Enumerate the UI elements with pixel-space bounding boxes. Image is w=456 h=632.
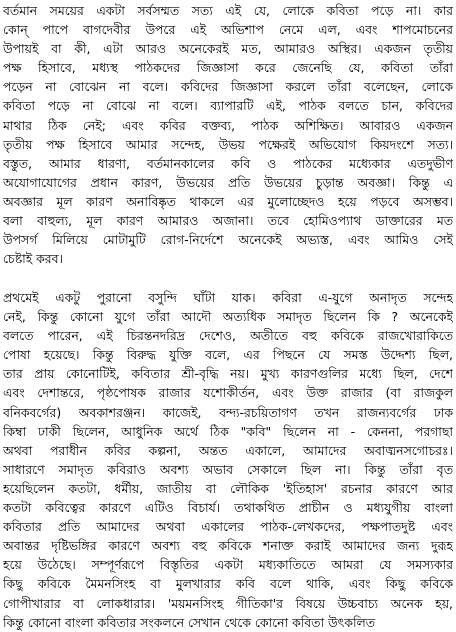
paragraph-2 <box>3 288 453 632</box>
text-line: উপসর্গ মিলিয়ে মোটামুটি রোগ-নির্দেশে অনেকেই অভ্যস্ত, এবং আমিও সেই <box>3 232 453 248</box>
text-line: অবান্তর দৃষ্টিভঙ্গির কারণে অবশ্য বহু কবিকে শনাক্ত করাই আমাদের জন্য দুরূহ <box>3 538 453 554</box>
text-line: গোপীখারার বা লোকধারার। 'ময়মনসিংহ গীতিকা'র বিষয়ে উচ্চবাচ্য অনেক হয়, <box>3 595 453 611</box>
text-line: বলা বাহুল্য, মূল কারণ আমারও অজানা। তবে হোমিওপ্যাথ ডাক্তারের মত <box>3 213 453 229</box>
text-line: কবিতা পড়ে না বোঝে না বলে। ব্যাপারটি এই, পাঠক বলতে চান, কবিদের <box>3 98 453 114</box>
text-line: নেই, কিন্তু কোনো যুগে তাঁরা আদৌ অত্যধিক সমাদৃত ছিলেন কি ? অনেকেই <box>3 309 453 325</box>
text-line: অযোগাযোগের প্রধান কারণ, উভয়ের প্রতি উভয়ের চুড়ান্ত অবজ্ঞা। কিন্তু এ <box>3 174 453 190</box>
text-line: হয়েছিলেন কতটা, ধর্মীয়, জাতীয় বা লৌকিক 'ইতিহাস' রচনার কারণে আর <box>3 480 453 496</box>
text-line: পোষা হয়েছে। কিন্তু বিরুদ্ধ যুক্তি বলে, এর পিছনে যে সমস্ত উদ্দেশ্য ছিল, <box>3 347 453 363</box>
text-line: চেষ্টাই করব। <box>3 251 63 267</box>
text-line: বলতে পারেন, এই চিরন্তনদরিদ্র দেশেও, অতীতে বহু কবিকে রাজখোরাকিতে <box>3 328 453 344</box>
text-line: অবজ্ঞার মূল কারণ অনাবিষ্কৃত থাকলে এর মুলোচ্ছেদও হয়ে পড়বে অসম্ভব। <box>3 193 453 209</box>
text-line: অথবা পরাধীন কবির কল্পনা, অন্তত একালে, আমাদের অবাঙ্মনসগোচরঃ। <box>3 442 453 458</box>
text-line: উপায়ই বা কী, এটা আরও অনেকেরই মত, আমারও অস্থির। একজন তৃতীয় <box>3 41 453 57</box>
text-line: তার প্রায় কোনোটিই, কবিতার শ্রী-বৃদ্ধি নয়। মুখ্য কারণগুলির মধ্যে ছিল, দেশে <box>3 366 453 382</box>
text-line: পক্ষ হিসাবে, মধ্যস্থ পাঠকদের জিজ্ঞাসা করে জেনেছি যে, কবিতা তাঁরা <box>3 60 453 76</box>
text-line: প্রথমেই একটু পুরানো বসুন্দি ঘাঁটা যাক। কবিরা এ-যুগে অনাদৃত সন্দেহ <box>3 290 453 305</box>
text-line: কতটা কবিত্বের কারণে এটিও বিচার্য। তথাকথিত প্রাচীন ও মধ্যযুগীয় বাংলা <box>3 500 453 516</box>
text-line: কবিতার প্রতি আমাদের অথবা একালের পাঠক-লেখকদের, পক্ষপাতদুষ্ট এবং <box>3 519 453 535</box>
text-line: বস্তুত, আমার ধারণা, বর্তমানকালের কবি ও পাঠকের মধ্যেকার এতদুভীণ <box>3 155 453 171</box>
text-line: পড়েন না বোঝেন না বলে। কবিদের জিজ্ঞাসা করলে তাঁরা বলেছেন, লোকে <box>3 79 453 95</box>
text-line: কিছু কবিকে মৈমনসিংহ বা মুলখারার কবি বলে থাকি, এবং কিছু কবিকে <box>3 576 453 592</box>
text-line: মাথার ঠিক নেই; এবং কবির বক্তব্য, পাঠক অশিক্ষিত। আবারও একজন <box>3 117 453 133</box>
text-line: সাধারণে সমাদৃত কবিরাও অবশ্য অভাব সেকালে ছিল না। কিন্তু তাঁরা বৃত <box>3 461 453 477</box>
text-line: কিন্তু কোনো বাংলা কবিতার সংকলনে সেখান থেকে কোনো কবিতা উৎকলিত <box>3 614 376 630</box>
text-line: কোন্ পাপে বাগদেবীর উপরে এই অভিশাপ নেমে এল, এবং শাপমোচনের <box>3 22 453 38</box>
text-line: হয়ে উঠেছে। সম্পূর্ণরূপে বিস্তৃতির একটা মধ্যকাতিতে আমরা যে সমস্যকার <box>3 557 453 573</box>
paragraph-1 <box>3 1 453 268</box>
text-line: বনিকবর্গের) অবকাশরঞ্জন। কাজেই, বন্দ্য-রচয়িতাগণ তখন রাজন্যবর্গের ঢাক <box>3 404 453 420</box>
text-line: এবং দেশান্তরে, পৃষ্ঠপোষক রাজার যশোকীর্তন, এবং উক্ত রাজার (বা রাজকুল <box>3 385 453 401</box>
text-line: বর্তমান সময়ের একটা সর্বসম্মত সত্য এই যে, লোকে কবিতা পড়ে না। কার <box>3 3 453 18</box>
text-line: তৃতীয় পক্ষ হিসাবে আমার সন্দেহ, উভয় পক্ষেরই অভিযোগ কিয়দংশে সত্য। <box>3 136 453 152</box>
text-line: কিম্বা ঢাকী ছিলেন, আধুনিক অর্থে ঠিক "কবি" ছিলেন না - কেননা, পরগাছা <box>3 423 453 439</box>
